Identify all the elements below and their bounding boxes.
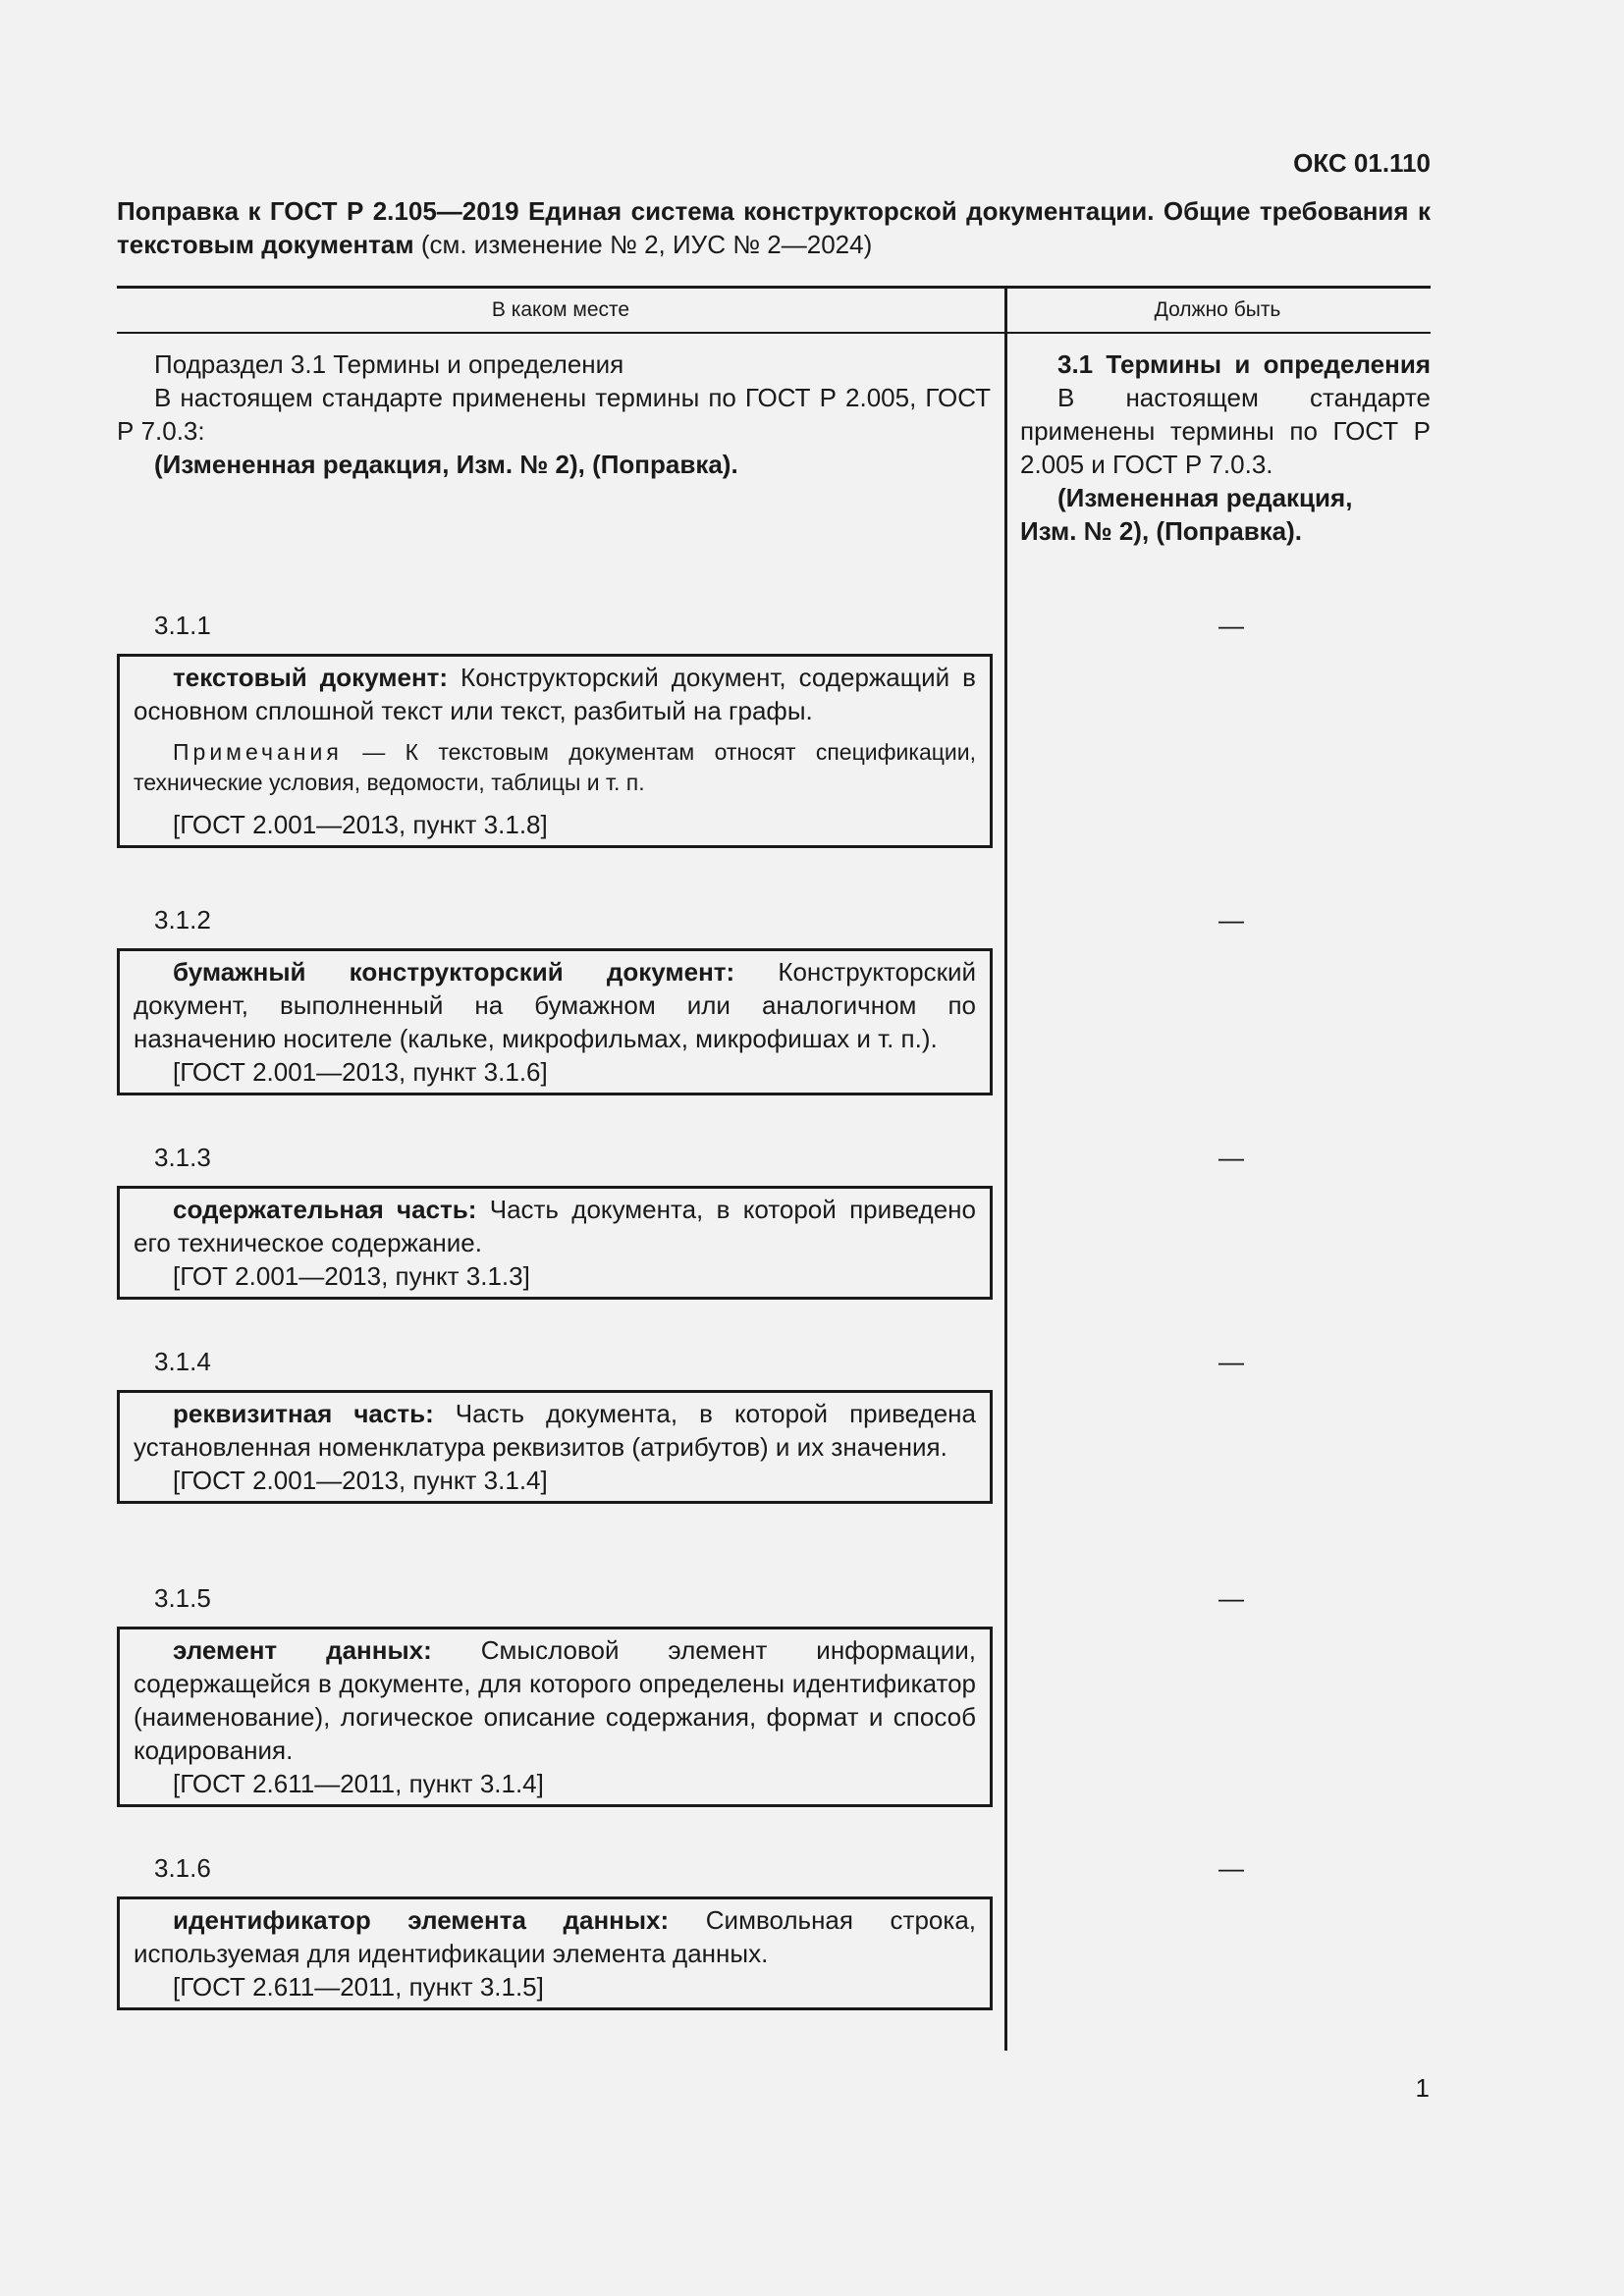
definition: Часть документа, в которой приведена установленная номенклатура реквизитов (атрибутов) и их значения. — [134, 1399, 976, 1462]
term: содержательная часть: — [173, 1195, 477, 1224]
subsection-title: Подраздел 3.1 Термины и определения — [154, 349, 624, 379]
definition: Конструкторский документ, выполненный на бумажном или аналогичном по назначению носителе (кальке, микрофильмах, микрофишах и т. п.). — [134, 957, 976, 1053]
term: бумажный конструкторский документ: — [173, 957, 735, 987]
item-number: 3.1.6 — [154, 1853, 211, 1883]
definition-box — [117, 948, 993, 1095]
note — [134, 737, 976, 798]
definition-text — [134, 1903, 976, 1970]
table-header — [117, 289, 1431, 334]
reference: [ГОТ 2.001—2013, пункт 3.1.3] — [173, 1261, 530, 1291]
term: элемент данных: — [173, 1635, 432, 1665]
intro-left — [117, 347, 991, 481]
dash-mark: — — [1218, 1143, 1244, 1172]
term: реквизитная часть: — [173, 1399, 434, 1428]
document-page — [117, 147, 1431, 2050]
reference: [ГОСТ 2.001—2013, пункт 3.1.8] — [173, 810, 548, 839]
term: идентификатор элемента данных: — [173, 1905, 670, 1935]
reference: [ГОСТ 2.611—2011, пункт 3.1.5] — [173, 1972, 544, 2002]
dash-mark: — — [1218, 1347, 1244, 1376]
intro-text: В настоящем стандарте применены термины по ГОСТ Р 2.005, ГОСТ Р 7.0.3: — [117, 383, 991, 446]
definition-box — [117, 1390, 993, 1504]
edit-mark-right-2: Изм. № 2), (Поправка). — [1020, 516, 1303, 546]
document-title — [117, 194, 1431, 261]
definition: Символьная строка, используемая для идентификации элемента данных. — [134, 1905, 977, 1968]
definition-text — [134, 955, 976, 1055]
dash-mark: — — [1218, 611, 1244, 640]
definition-text — [134, 661, 976, 727]
column-header-should-be: Должно быть — [1154, 298, 1281, 321]
item-number: 3.1.1 — [154, 611, 211, 640]
oks-code: ОКС 01.110 — [1293, 148, 1431, 178]
item-number: 3.1.3 — [154, 1143, 211, 1172]
item-number: 3.1.5 — [154, 1583, 211, 1613]
column-header-where: В каком месте — [491, 298, 630, 321]
definition: Смысловой элемент информации, содержащейся в документе, для которого определены идентификатор (наименование), логическое описание содержания, формат и способ кодирования. — [134, 1635, 976, 1765]
dash-mark: — — [1218, 905, 1244, 934]
edit-mark-right-1: (Измененная редакция, — [1057, 483, 1353, 512]
section-heading-text: 3.1 Термины и определения — [1057, 349, 1431, 379]
edit-mark: (Измененная редакция, Изм. № 2), (Поправка). — [154, 450, 738, 479]
page-number: 1 — [1415, 2073, 1430, 2103]
definition-text — [134, 1193, 976, 1259]
section-heading — [1020, 347, 1431, 381]
definition-box — [117, 1627, 993, 1807]
note-text: — К текстовым документам относят спецификации, технические условия, ведомости, таблицы и т. п. — [134, 739, 976, 795]
reference: [ГОСТ 2.611—2011, пункт 3.1.4] — [173, 1769, 544, 1798]
dash-mark: — — [1218, 1853, 1244, 1883]
term: текстовый документ: — [173, 663, 449, 692]
definition: Часть документа, в которой приведено его техническое содержание. — [134, 1195, 976, 1257]
table-body — [117, 334, 1431, 2050]
item-number: 3.1.4 — [154, 1347, 211, 1376]
title-bold: Поправка к ГОСТ Р 2.105—2019 Единая система конструкторской документации. Общие требования к текстовым документам — [117, 196, 1431, 259]
title-note: (см. изменение № 2, ИУС № 2—2024) — [413, 230, 873, 259]
section-text: В настоящем стандарте применены термины по ГОСТ Р 2.005 и ГОСТ Р 7.0.3. — [1020, 383, 1431, 479]
item-number: 3.1.2 — [154, 905, 211, 934]
definition-text — [134, 1397, 976, 1464]
definition-box — [117, 1896, 993, 2010]
note-label: Примечания — [173, 739, 343, 765]
definition: Конструкторский документ, содержащий в основном сплошной текст или текст, разбитый на графы. — [134, 663, 976, 725]
definition-box — [117, 1186, 993, 1300]
amendment-table — [117, 286, 1431, 2050]
intro-right — [1020, 347, 1431, 548]
reference: [ГОСТ 2.001—2013, пункт 3.1.6] — [173, 1057, 548, 1087]
definition-text — [134, 1633, 976, 1767]
definition-box — [117, 654, 993, 848]
dash-mark: — — [1218, 1583, 1244, 1613]
reference: [ГОСТ 2.001—2013, пункт 3.1.4] — [173, 1466, 548, 1495]
